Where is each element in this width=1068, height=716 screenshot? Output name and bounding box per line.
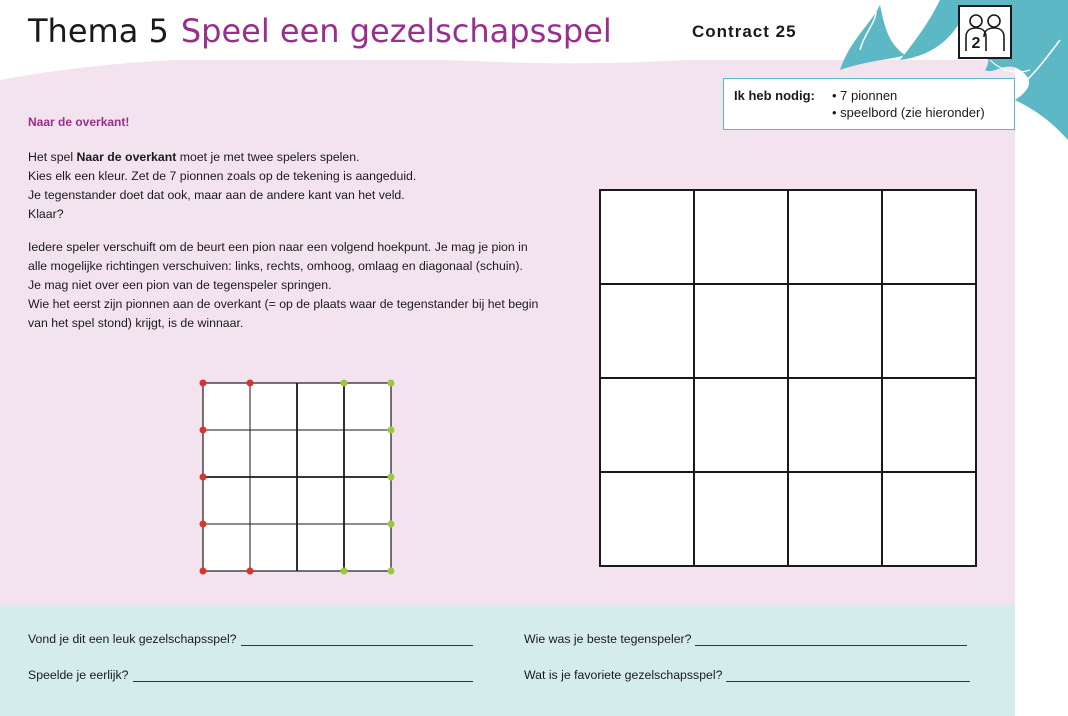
needs-item: • 7 pionnen: [832, 88, 898, 103]
red-pion: [200, 474, 207, 481]
red-pion: [247, 380, 254, 387]
answer-line-opponent[interactable]: [695, 633, 967, 646]
board-cell[interactable]: [788, 378, 882, 472]
green-pion: [388, 568, 395, 575]
board-cell[interactable]: [882, 284, 976, 378]
thema-label: Thema 5: [28, 12, 169, 50]
green-pion: [341, 380, 348, 387]
question-favorite: [524, 668, 970, 682]
green-pion: [388, 380, 395, 387]
board-cell[interactable]: [788, 190, 882, 284]
question-label: Wie was je beste tegenspeler?: [524, 632, 692, 646]
board-cell[interactable]: [600, 284, 694, 378]
rules-text: van het spel stond) krijgt, is de winnaar.: [28, 316, 244, 330]
board-cell[interactable]: [600, 378, 694, 472]
board-cell[interactable]: [694, 284, 788, 378]
intro-text: Het spel: [28, 150, 77, 164]
needs-label: Ik heb nodig:: [734, 88, 815, 103]
question-opponent: [524, 632, 967, 646]
board-cell[interactable]: [788, 284, 882, 378]
two-players-icon: [960, 7, 1010, 57]
board-cell[interactable]: [882, 190, 976, 284]
needs-list: [832, 87, 985, 121]
question-fun: [28, 632, 473, 646]
rules-text: alle mogelijke richtingen verschuiven: links, rechts, omhoog, omlaag en diagonaal (schuin).: [28, 259, 523, 273]
board-cell[interactable]: [694, 472, 788, 566]
red-pion: [200, 521, 207, 528]
intro-text: Klaar?: [28, 207, 64, 221]
green-pion: [388, 474, 395, 481]
answer-line-favorite[interactable]: [726, 669, 970, 682]
page-title: [28, 12, 612, 50]
answer-line-fair[interactable]: [133, 669, 473, 682]
board-cell[interactable]: [694, 190, 788, 284]
question-label: Speelde je eerlijk?: [28, 668, 129, 682]
red-pion: [200, 427, 207, 434]
red-pion: [200, 568, 207, 575]
badge-number: 2: [971, 35, 981, 52]
intro-text: moet je met twee spelers spelen.: [176, 150, 360, 164]
board-cell[interactable]: [882, 378, 976, 472]
title-text: Speel een gezelschapsspel: [180, 12, 612, 50]
question-label: Vond je dit een leuk gezelschapsspel?: [28, 632, 237, 646]
board-cell[interactable]: [600, 472, 694, 566]
contract-label: Contract 25: [692, 22, 797, 41]
green-pion: [341, 568, 348, 575]
rules-text: Wie het eerst zijn pionnen aan de overkant (= op de plaats waar de tegenstander bij het begin: [28, 297, 539, 311]
needs-box: [723, 78, 1015, 130]
red-pion: [200, 380, 207, 387]
board-cell[interactable]: [882, 472, 976, 566]
intro-paragraph: [28, 148, 558, 224]
game-board[interactable]: [599, 189, 977, 567]
rules-text: Je mag niet over een pion van de tegenspeler springen.: [28, 278, 332, 292]
green-pion: [388, 521, 395, 528]
board-cell[interactable]: [600, 190, 694, 284]
players-badge: [958, 5, 1012, 59]
game-name: Naar de overkant: [76, 150, 177, 164]
board-cell[interactable]: [788, 472, 882, 566]
green-pion: [388, 427, 395, 434]
question-label: Wat is je favoriete gezelschapsspel?: [524, 668, 723, 682]
section-title: Naar de overkant!: [28, 115, 130, 129]
intro-text: Kies elk een kleur. Zet de 7 pionnen zoals op de tekening is aangeduid.: [28, 169, 417, 183]
intro-text: Je tegenstander doet dat ook, maar aan de andere kant van het veld.: [28, 188, 405, 202]
rules-paragraph: [28, 238, 558, 333]
board-cell[interactable]: [694, 378, 788, 472]
question-fair: [28, 668, 473, 682]
answer-line-fun[interactable]: [241, 633, 473, 646]
reflection-band: [0, 605, 1015, 716]
red-pion: [247, 568, 254, 575]
needs-item: • speelbord (zie hieronder): [832, 105, 985, 120]
rules-text: Iedere speler verschuift om de beurt een pion naar een volgend hoekpunt. Je mag je pion in: [28, 240, 528, 254]
example-board: [195, 375, 400, 580]
